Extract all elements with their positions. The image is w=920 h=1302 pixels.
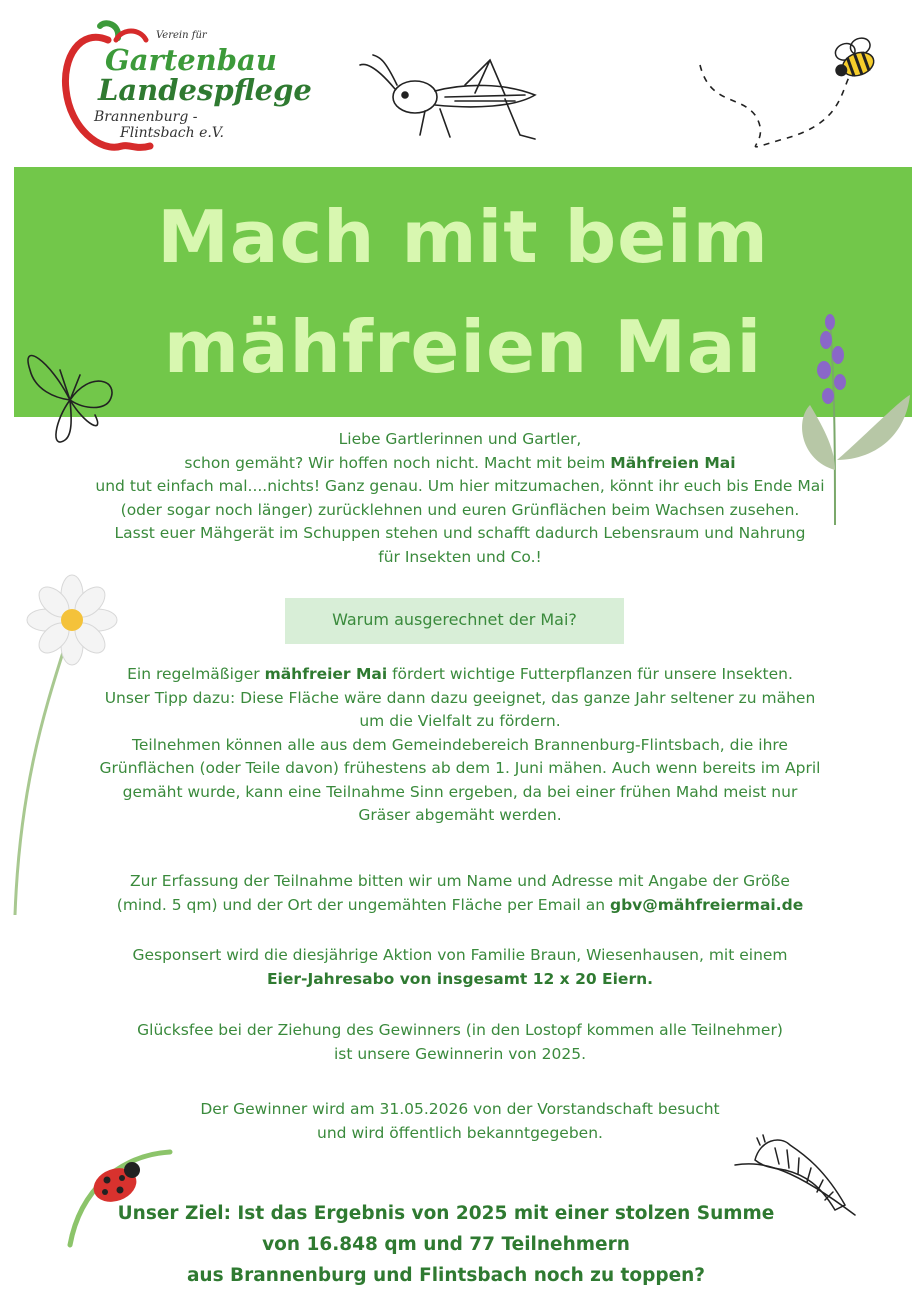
registration-line: (mind. 5 qm) und der Ort der ungemähten Fläche per Email an gbv@mähfreiermai.de	[116, 895, 804, 914]
intro-line: für Insekten und Co.!	[378, 547, 542, 566]
grasshopper-icon	[365, 55, 545, 145]
intro-line: und tut einfach mal....nichts! Ganz genau. Um hier mitzumachen, könnt ihr euch bis Ende Mai	[95, 477, 825, 495]
logo-line-gartenbau: Gartenbau	[105, 43, 277, 77]
lottery-paragraph	[20, 1019, 900, 1066]
sponsor-paragraph	[20, 944, 900, 991]
headline-line-2: mähfreien Mai	[163, 305, 763, 389]
intro-line: schon gemäht? Wir hoffen noch nicht. Macht mit beim Mähfreien Mai	[184, 453, 736, 472]
why-line: Teilnehmen können alle aus dem Gemeindebereich Brannenburg-Flintsbach, die ihre	[132, 735, 788, 754]
logo-line-landespflege: Landespflege	[98, 73, 312, 107]
section-heading-box	[285, 598, 624, 644]
headline-banner	[14, 167, 912, 417]
goal-line: Unser Ziel: Ist das Ergebnis von 2025 mit einer stolzen Summe	[117, 1203, 775, 1224]
why-line: Unser Tipp dazu: Diese Fläche wäre dann dazu geeignet, das ganze Jahr seltener zu mähen	[104, 688, 816, 707]
why-line: Grünflächen (oder Teile davon) frühestens ab dem 1. Juni mähen. Auch wenn bereits im April	[99, 759, 821, 777]
sponsor-prize: Eier-Jahresabo von insgesamt 12 x 20 Eiern.	[266, 969, 654, 988]
intro-line: Liebe Gartlerinnen und Gartler,	[338, 430, 582, 448]
intro-line: (oder sogar noch länger) zurücklehnen und euren Grünflächen beim Wachsen zusehen.	[120, 500, 800, 519]
section-heading: Warum ausgerechnet der Mai?	[332, 610, 577, 629]
headline-line-1: Mach mit beim	[157, 195, 769, 279]
goal-line: aus Brannenburg und Flintsbach noch zu toppen?	[186, 1265, 706, 1286]
why-line: um die Vielfalt zu fördern.	[359, 712, 561, 730]
logo-line-flintsbach: Flintsbach e.V.	[120, 125, 224, 141]
winner-line: und wird öffentlich bekanntgegeben.	[317, 1123, 603, 1142]
sponsor-line: Gesponsert wird die diesjährige Aktion von Familie Braun, Wiesenhausen, mit einem	[132, 946, 788, 964]
logo-line-verein: Verein für	[156, 30, 207, 41]
club-logo	[60, 18, 312, 158]
registration-line: Zur Erfassung der Teilnahme bitten wir um Name und Adresse mit Angabe der Größe	[130, 872, 790, 890]
why-highlight: mähfreier Mai	[264, 665, 388, 683]
why-line: gemäht wurde, kann eine Teilnahme Sinn ergeben, da bei einer frühen Mahd meist nur	[122, 782, 798, 801]
lottery-line: ist unsere Gewinnerin von 2025.	[333, 1044, 587, 1063]
intro-paragraph	[20, 428, 900, 569]
goal-statement	[20, 1198, 872, 1291]
logo-line-brannenburg: Brannenburg -	[94, 109, 198, 125]
bee-icon	[700, 35, 900, 155]
winner-line: Der Gewinner wird am 31.05.2026 von der Vorstandschaft besucht	[200, 1100, 720, 1118]
lottery-line: Glücksfee bei der Ziehung des Gewinners (in den Lostopf kommen alle Teilnehmer)	[137, 1021, 783, 1039]
sponsor-line	[20, 968, 900, 992]
goal-line: von 16.848 qm und 77 Teilnehmern	[262, 1234, 630, 1255]
intro-line: Lasst euer Mähgerät im Schuppen stehen und schafft dadurch Lebensraum und Nahrung	[114, 524, 806, 542]
why-line: Ein regelmäßiger mähfreier Mai fördert wichtige Futterpflanzen für unsere Insekten.	[127, 665, 793, 683]
why-line: Gräser abgemäht werden.	[358, 806, 562, 824]
registration-paragraph	[20, 870, 900, 917]
why-paragraph	[20, 663, 900, 828]
intro-highlight: Mähfreien Mai	[610, 453, 736, 472]
email-link[interactable]: gbv@mähfreiermai.de	[609, 895, 804, 914]
